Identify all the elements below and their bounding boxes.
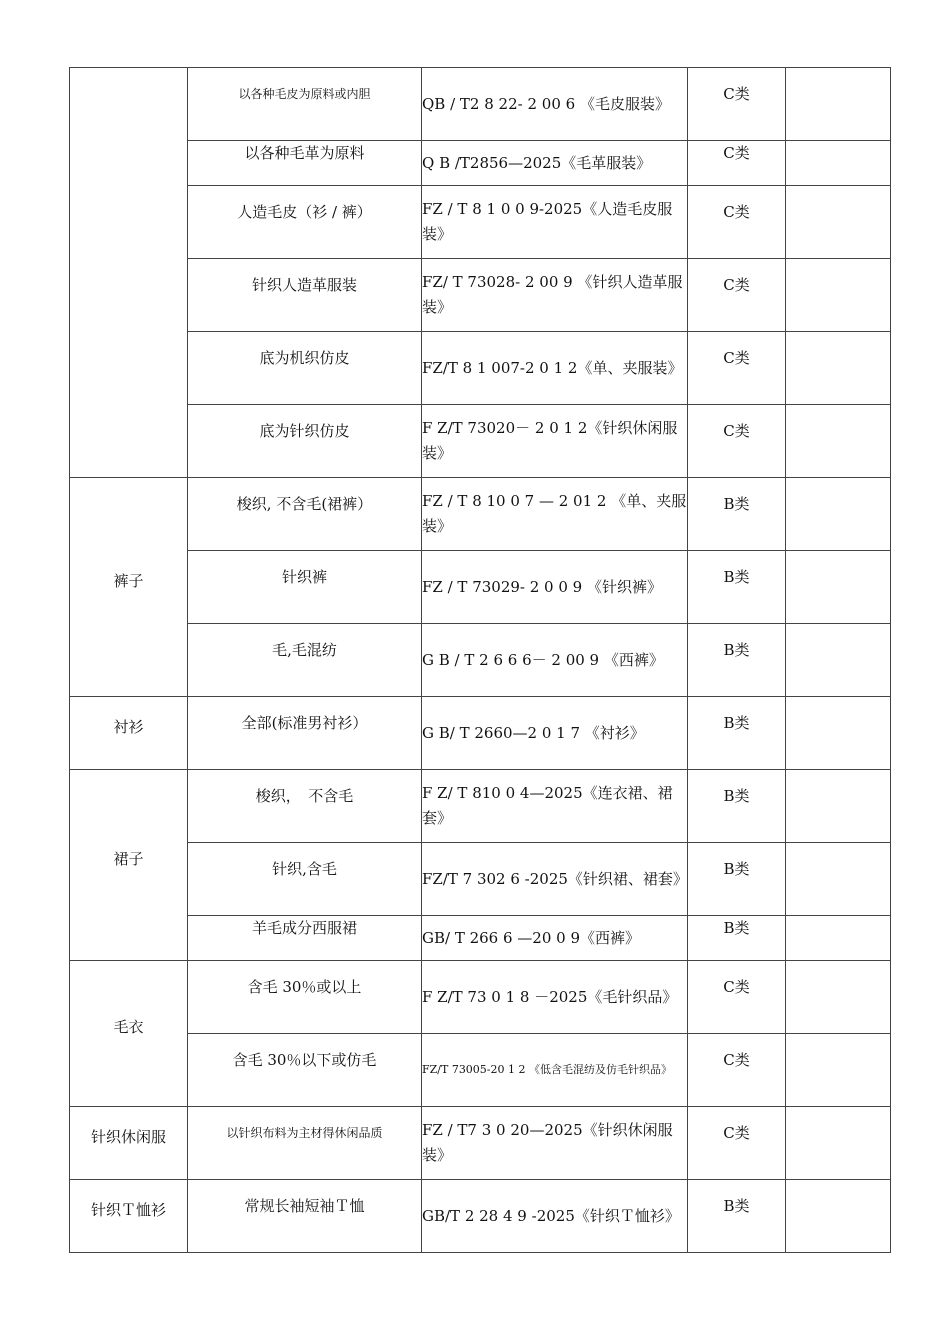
subcategory-cell: 针织,含毛 bbox=[188, 843, 422, 916]
table-row bbox=[70, 1107, 891, 1180]
standard-cell: GB/ T 266 6 —20 0 9《西裤》 bbox=[422, 916, 688, 961]
table-row bbox=[70, 405, 891, 478]
blank-cell bbox=[786, 478, 891, 551]
subcategory-cell: 羊毛成分西服裙 bbox=[188, 916, 422, 961]
table-row bbox=[70, 259, 891, 332]
table-row bbox=[70, 916, 891, 961]
category-cell: 针织Ｔ恤衫 bbox=[70, 1180, 188, 1253]
blank-cell bbox=[786, 916, 891, 961]
category-cell: 毛衣 bbox=[70, 961, 188, 1107]
standard-cell: G B/ T 2660—2 0 1 7 《衬衫》 bbox=[422, 697, 688, 770]
class-cell: B类 bbox=[688, 770, 786, 843]
subcategory-cell: 底为针织仿皮 bbox=[188, 405, 422, 478]
class-cell: B类 bbox=[688, 551, 786, 624]
blank-cell bbox=[786, 551, 891, 624]
subcategory-cell: 底为机织仿皮 bbox=[188, 332, 422, 405]
blank-cell bbox=[786, 332, 891, 405]
blank-cell bbox=[786, 770, 891, 843]
category-cell: 衬衫 bbox=[70, 697, 188, 770]
table-row bbox=[70, 68, 891, 141]
class-cell: C类 bbox=[688, 961, 786, 1034]
standard-cell: Q B /T2856—2025《毛革服装》 bbox=[422, 141, 688, 186]
table-row bbox=[70, 186, 891, 259]
class-cell: B类 bbox=[688, 478, 786, 551]
subcategory-cell: 毛,毛混纺 bbox=[188, 624, 422, 697]
standard-cell: F Z/T 73020－ 2 0 1 2《针织休闲服装》 bbox=[422, 405, 688, 478]
table-row bbox=[70, 1034, 891, 1107]
standard-cell: QB / T2 8 22- 2 00 6 《毛皮服装》 bbox=[422, 68, 688, 141]
blank-cell bbox=[786, 405, 891, 478]
standard-cell: FZ / T 73029- 2 0 0 9 《针织裤》 bbox=[422, 551, 688, 624]
blank-cell bbox=[786, 624, 891, 697]
blank-cell bbox=[786, 259, 891, 332]
subcategory-cell: 人造毛皮（衫 / 裤） bbox=[188, 186, 422, 259]
class-cell: C类 bbox=[688, 1107, 786, 1180]
blank-cell bbox=[786, 843, 891, 916]
blank-cell bbox=[786, 961, 891, 1034]
blank-cell bbox=[786, 141, 891, 186]
table-row bbox=[70, 1180, 891, 1253]
subcategory-cell: 以针织布料为主材得休闲品质 bbox=[188, 1107, 422, 1180]
blank-cell bbox=[786, 1180, 891, 1253]
class-cell: C类 bbox=[688, 259, 786, 332]
blank-cell bbox=[786, 697, 891, 770]
table-row bbox=[70, 141, 891, 186]
blank-cell bbox=[786, 186, 891, 259]
category-cell bbox=[70, 68, 188, 478]
class-cell: B类 bbox=[688, 697, 786, 770]
class-cell: C类 bbox=[688, 141, 786, 186]
class-cell: B类 bbox=[688, 1180, 786, 1253]
subcategory-cell: 以各种毛皮为原料或内胆 bbox=[188, 68, 422, 141]
standard-cell: GB/T 2 28 4 9 -2025《针织Ｔ恤衫》 bbox=[422, 1180, 688, 1253]
table-row bbox=[70, 697, 891, 770]
standard-cell: FZ/ T 73028- 2 00 9 《针织人造革服装》 bbox=[422, 259, 688, 332]
category-cell: 针织休闲服 bbox=[70, 1107, 188, 1180]
standards-table bbox=[69, 67, 891, 1253]
class-cell: C类 bbox=[688, 332, 786, 405]
table-row bbox=[70, 843, 891, 916]
standard-cell: FZ / T 8 1 0 0 9-2025《人造毛皮服装》 bbox=[422, 186, 688, 259]
standard-cell: FZ / T 8 10 0 7 — 2 01 2 《单、夹服装》 bbox=[422, 478, 688, 551]
standard-cell: G B / T 2 6 6 6－ 2 00 9 《西裤》 bbox=[422, 624, 688, 697]
subcategory-cell: 梭织， 不含毛 bbox=[188, 770, 422, 843]
blank-cell bbox=[786, 1107, 891, 1180]
table-row bbox=[70, 478, 891, 551]
subcategory-cell: 含毛 30％或以上 bbox=[188, 961, 422, 1034]
class-cell: C类 bbox=[688, 186, 786, 259]
standard-cell: F Z/T 73 0 1 8 －2025《毛针织品》 bbox=[422, 961, 688, 1034]
subcategory-cell: 全部(标准男衬衫） bbox=[188, 697, 422, 770]
subcategory-cell: 针织人造革服装 bbox=[188, 259, 422, 332]
table-row bbox=[70, 770, 891, 843]
blank-cell bbox=[786, 68, 891, 141]
class-cell: B类 bbox=[688, 624, 786, 697]
class-cell: B类 bbox=[688, 916, 786, 961]
class-cell: C类 bbox=[688, 405, 786, 478]
class-cell: C类 bbox=[688, 68, 786, 141]
class-cell: C类 bbox=[688, 1034, 786, 1107]
table-row bbox=[70, 961, 891, 1034]
class-cell: B类 bbox=[688, 843, 786, 916]
table-row bbox=[70, 332, 891, 405]
category-cell: 裤子 bbox=[70, 478, 188, 697]
subcategory-cell: 含毛 30％以下或仿毛 bbox=[188, 1034, 422, 1107]
table-row bbox=[70, 551, 891, 624]
standard-cell: FZ / T7 3 0 20—2025《针织休闲服装》 bbox=[422, 1107, 688, 1180]
standard-cell: FZ/T 73005-20 1 2 《低含毛混纺及仿毛针织品》 bbox=[422, 1034, 688, 1107]
blank-cell bbox=[786, 1034, 891, 1107]
category-cell: 裙子 bbox=[70, 770, 188, 961]
subcategory-cell: 针织裤 bbox=[188, 551, 422, 624]
subcategory-cell: 梭织, 不含毛(裙裤） bbox=[188, 478, 422, 551]
table-row bbox=[70, 624, 891, 697]
standard-cell: FZ/T 8 1 007-2 0 1 2《单、夹服装》 bbox=[422, 332, 688, 405]
subcategory-cell: 常规长袖短袖Ｔ恤 bbox=[188, 1180, 422, 1253]
subcategory-cell: 以各种毛革为原料 bbox=[188, 141, 422, 186]
standard-cell: FZ/T 7 302 6 -2025《针织裙、裙套》 bbox=[422, 843, 688, 916]
standard-cell: F Z/ T 810 0 4—2025《连衣裙、裙套》 bbox=[422, 770, 688, 843]
